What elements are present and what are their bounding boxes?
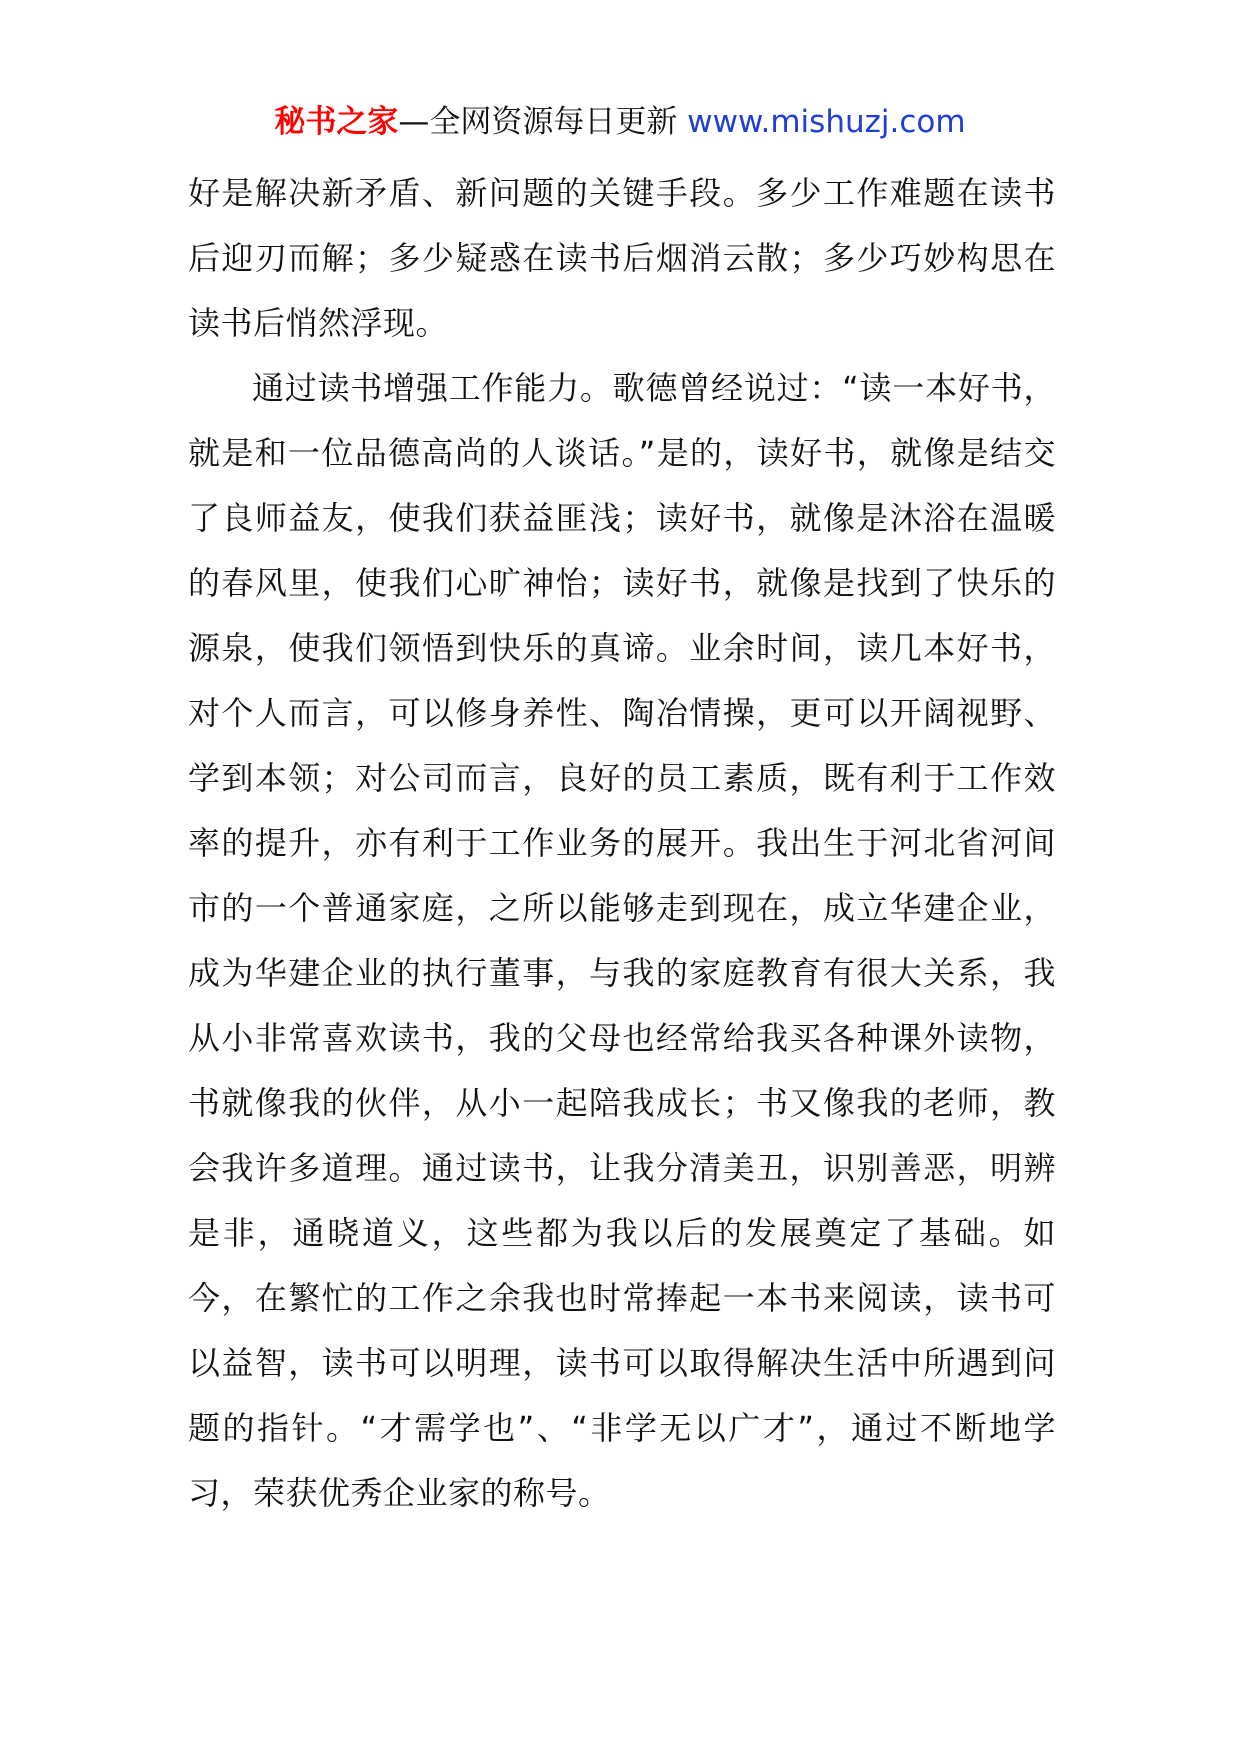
document-body xyxy=(188,161,1056,1526)
paragraph-reading-ability: 通过读书增强工作能力。歌德曾经说过：“读一本好书，就是和一位品德高尚的人谈话。”是的，读好书，就像是结交了良师益友，使我们获益匪浅；读好书，就像是沐浴在温暖的春风里，使我们心旷神怡；读好书，就像是找到了快乐的源泉，使我们领悟到快乐的真谛。业余时间，读几本好书，对个人而言，可以修身养性、陶冶情操，更可以开阔视野、学到本领；对公司而言，良好的员工素质，既有利于工作效率的提升，亦有利于工作业务的展开。我出生于河北省河间市的一个普通家庭，之所以能够走到现在，成立华建企业，成为华建企业的执行董事，与我的家庭教育有很大关系，我从小非常喜欢读书，我的父母也经常给我买各种课外读物，书就像我的伙伴，从小一起陪我成长；书又像我的老师，教会我许多道理。通过读书，让我分清美丑，识别善恶，明辨是非，通晓道义，这些都为我以后的发展奠定了基础。如今，在繁忙的工作之余我也时常捧起一本书来阅读，读书可以益智，读书可以明理，读书可以取得解决生活中所遇到问题的指针。“才需学也”、“非学无以广才”，通过不断地学习，荣获优秀企业家的称号。 xyxy=(188,369,1056,1512)
page-header xyxy=(0,100,1240,144)
header-tagline: —全网资源每日更新 xyxy=(398,104,688,140)
header-brand: 秘书之家 xyxy=(274,104,399,140)
header-url-link[interactable]: www.mishuzj.com xyxy=(687,104,966,140)
paragraph-continued: 好是解决新矛盾、新问题的关键手段。多少工作难题在读书后迎刃而解；多少疑惑在读书后烟消云散；多少巧妙构思在读书后悄然浮现。 xyxy=(188,174,1056,342)
